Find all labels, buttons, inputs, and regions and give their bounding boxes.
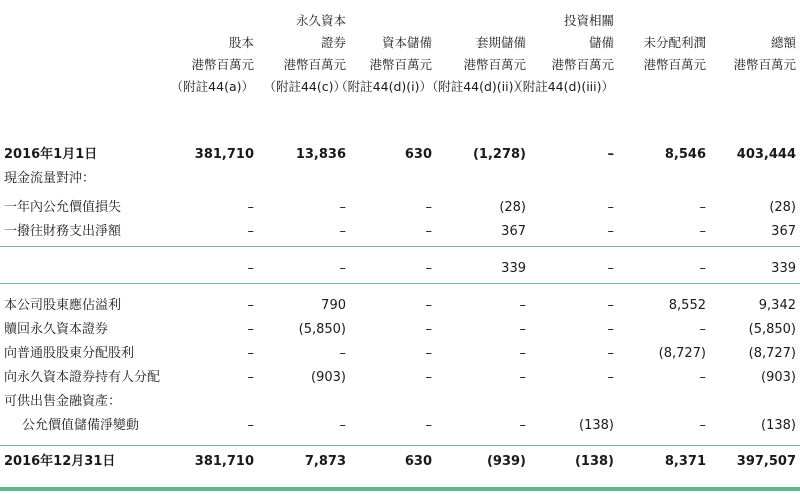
column-header-line1: 投資相關 xyxy=(563,13,614,28)
table-cell: (138) xyxy=(574,454,614,469)
table-cell: (1,278) xyxy=(472,147,526,162)
table-cell: 790 xyxy=(321,298,346,313)
table-cell: – xyxy=(425,346,432,361)
table-cell: – xyxy=(699,418,706,433)
divider xyxy=(0,283,800,284)
table-cell: 381,710 xyxy=(194,454,254,469)
table-cell: – xyxy=(247,346,254,361)
table-cell: – xyxy=(425,418,432,433)
table-cell: – xyxy=(699,322,706,337)
table-cell: – xyxy=(607,346,614,361)
table-row xyxy=(0,366,800,390)
table-cell: – xyxy=(339,346,346,361)
bottom-rule xyxy=(0,487,800,491)
row-label: 一撥往財務支出淨額 xyxy=(4,224,122,239)
table-cell: 367 xyxy=(771,224,796,239)
table-cell: (28) xyxy=(769,200,796,215)
row-label: 向永久資本證券持有人分配 xyxy=(4,370,161,385)
column-header-line2: 股本 xyxy=(228,35,254,50)
table-cell: – xyxy=(247,261,254,276)
row-label: 2016年1月1日 xyxy=(4,147,98,162)
row-label: 可供出售金融資產： xyxy=(4,394,122,409)
column-header-note xyxy=(643,76,706,98)
table-cell: 403,444 xyxy=(736,147,796,162)
table-cell: – xyxy=(607,322,614,337)
table-row xyxy=(0,220,800,244)
table-cell: – xyxy=(247,224,254,239)
table-row xyxy=(0,414,800,438)
table-cell: (8,727) xyxy=(748,346,796,361)
table-cell: – xyxy=(247,298,254,313)
table-cell: 367 xyxy=(501,224,526,239)
table-cell: (903) xyxy=(311,370,346,385)
column-header-note: （附註44(a)） xyxy=(170,79,254,94)
table-cell: – xyxy=(425,370,432,385)
table-cell: – xyxy=(519,298,526,313)
table-cell: – xyxy=(519,322,526,337)
divider xyxy=(0,445,800,446)
table-cell: 630 xyxy=(404,454,432,469)
column-header-note: （附註44(d)(iii)） xyxy=(510,79,614,94)
table-cell: – xyxy=(519,418,526,433)
column-header xyxy=(733,10,796,98)
table-cell: 381,710 xyxy=(194,147,254,162)
column-header-note xyxy=(733,76,796,98)
table-cell: – xyxy=(425,322,432,337)
table-cell: (5,850) xyxy=(748,322,796,337)
table-cell: – xyxy=(425,298,432,313)
row-label: 2016年12月31日 xyxy=(4,454,116,469)
row-label: 贖回永久資本證券 xyxy=(4,322,109,337)
table-cell: – xyxy=(699,261,706,276)
table-cell: 13,836 xyxy=(295,147,346,162)
column-header-unit: 港幣百萬元 xyxy=(551,57,614,72)
column-header xyxy=(643,10,706,98)
table-cell: – xyxy=(607,224,614,239)
column-header-line2: 套期儲備 xyxy=(475,35,526,50)
table-row xyxy=(0,342,800,366)
column-header-unit: 港幣百萬元 xyxy=(191,57,254,72)
column-header-note: （附註44(d)(ii)） xyxy=(425,79,526,94)
column-header-note: （附註44(c)） xyxy=(263,79,346,94)
table-cell: – xyxy=(339,261,346,276)
table-row xyxy=(0,294,800,318)
table-row xyxy=(0,196,800,220)
column-header xyxy=(171,10,254,98)
column-header-line2: 總額 xyxy=(770,35,796,50)
table-cell: (939) xyxy=(486,454,526,469)
row-label: 向普通股股東分配股利 xyxy=(4,346,135,361)
table-cell: (903) xyxy=(761,370,796,385)
table-row xyxy=(0,450,800,474)
table-cell: – xyxy=(607,370,614,385)
table-cell: 9,342 xyxy=(758,298,796,313)
row-label: 本公司股東應佔溢利 xyxy=(4,298,122,313)
table-cell: – xyxy=(339,418,346,433)
table-row xyxy=(0,318,800,342)
column-header-line1 xyxy=(335,10,432,32)
column-header-line1 xyxy=(733,10,796,32)
table-row xyxy=(0,167,800,191)
column-header xyxy=(335,10,432,98)
table-cell: 630 xyxy=(404,147,432,162)
row-label: 現金流量對沖： xyxy=(4,171,96,186)
table-cell: (138) xyxy=(579,418,614,433)
column-header-line2: 資本儲備 xyxy=(381,35,432,50)
row-label: 公允價值儲備淨變動 xyxy=(22,418,140,433)
row-label: 一年內公允價值損失 xyxy=(4,200,122,215)
table-cell: 7,873 xyxy=(304,454,346,469)
column-header-line1: 永久資本 xyxy=(295,13,346,28)
table-cell: – xyxy=(699,224,706,239)
table-cell: – xyxy=(607,298,614,313)
table-cell: 8,371 xyxy=(664,454,706,469)
table-cell: – xyxy=(247,322,254,337)
column-header-unit: 港幣百萬元 xyxy=(369,57,432,72)
table-cell: (138) xyxy=(761,418,796,433)
divider xyxy=(0,246,800,247)
column-header-note: （附註44(d)(i)） xyxy=(335,79,432,94)
column-header-unit: 港幣百萬元 xyxy=(283,57,346,72)
table-cell: – xyxy=(519,346,526,361)
table-cell: – xyxy=(339,200,346,215)
column-header-line2: 證券 xyxy=(320,35,346,50)
table-cell: – xyxy=(247,370,254,385)
table-cell: – xyxy=(425,261,432,276)
table-cell: – xyxy=(425,200,432,215)
column-header-line2: 儲備 xyxy=(588,35,614,50)
table-cell: 339 xyxy=(771,261,796,276)
table-cell: – xyxy=(699,200,706,215)
table-cell: – xyxy=(607,261,614,276)
table-row xyxy=(0,143,800,167)
table-cell: 339 xyxy=(501,261,526,276)
table-row xyxy=(0,390,800,414)
table-cell: (5,850) xyxy=(298,322,346,337)
table-row xyxy=(0,257,800,281)
table-cell: – xyxy=(247,418,254,433)
column-header-line2: 未分配利潤 xyxy=(643,35,706,50)
table-cell: – xyxy=(247,200,254,215)
column-header-line1 xyxy=(171,10,254,32)
table-cell: – xyxy=(607,147,614,162)
table-cell: 8,552 xyxy=(668,298,706,313)
table-cell: – xyxy=(699,370,706,385)
column-header-line1 xyxy=(643,10,706,32)
column-header-unit: 港幣百萬元 xyxy=(463,57,526,72)
table-cell: (8,727) xyxy=(658,346,706,361)
table-cell: 8,546 xyxy=(664,147,706,162)
table-cell: – xyxy=(607,200,614,215)
column-header xyxy=(510,10,614,98)
column-header-unit: 港幣百萬元 xyxy=(733,57,796,72)
table-cell: – xyxy=(339,224,346,239)
column-header-unit: 港幣百萬元 xyxy=(643,57,706,72)
table-cell: – xyxy=(425,224,432,239)
table-cell: 397,507 xyxy=(736,454,796,469)
column-header xyxy=(263,10,346,98)
table-cell: – xyxy=(519,370,526,385)
table-cell: (28) xyxy=(499,200,526,215)
